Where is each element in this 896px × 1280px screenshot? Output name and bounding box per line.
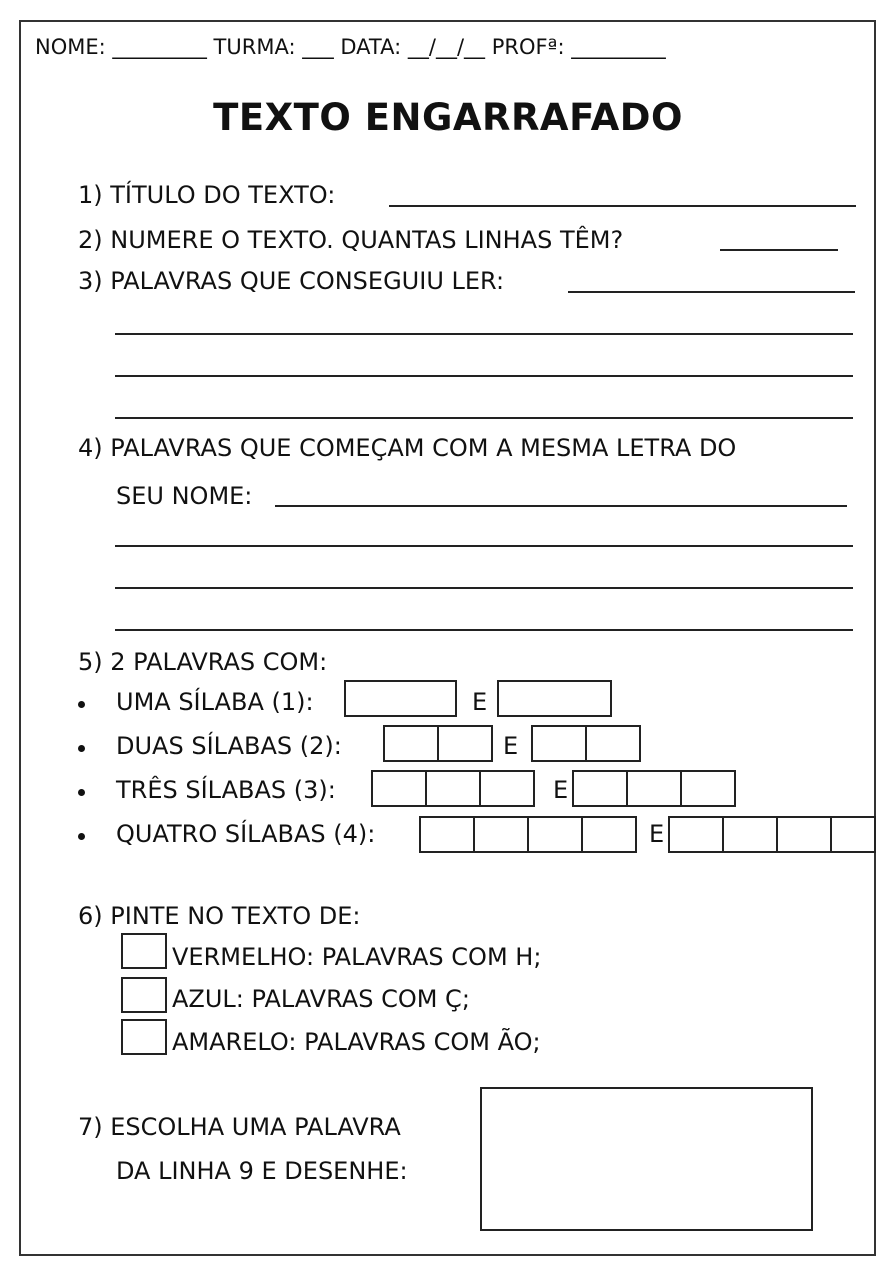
syllable-box[interactable] xyxy=(479,770,535,807)
q3-answer-line[interactable] xyxy=(115,333,853,335)
q6-item-yellow: AMARELO: PALAVRAS COM ÃO; xyxy=(172,1028,541,1056)
q3-answer-line[interactable] xyxy=(115,375,853,377)
q3-answer-line[interactable] xyxy=(568,291,855,293)
color-swatch-yellow[interactable] xyxy=(121,1019,167,1055)
question-7: 7) ESCOLHA UMA PALAVRA xyxy=(78,1113,401,1141)
header-fields: NOME: _________ TURMA: ___ DATA: __/__/__ PROFª: _________ xyxy=(35,35,666,59)
q5-label-3: TRÊS SÍLABAS (3): xyxy=(116,776,336,804)
drawing-box[interactable] xyxy=(480,1087,813,1231)
q5-label-1: UMA SÍLABA (1): xyxy=(116,688,314,716)
q1-answer-line[interactable] xyxy=(389,205,856,207)
question-7-cont: DA LINHA 9 E DESENHE: xyxy=(116,1157,408,1185)
syllable-box[interactable] xyxy=(626,770,682,807)
syllable-box[interactable] xyxy=(830,816,876,853)
bullet-icon xyxy=(78,833,85,840)
syllable-box[interactable] xyxy=(722,816,778,853)
q5-sep: E xyxy=(472,688,488,716)
q4-answer-line[interactable] xyxy=(115,629,853,631)
bullet-icon xyxy=(78,789,85,796)
syllable-box[interactable] xyxy=(344,680,457,717)
syllable-box[interactable] xyxy=(581,816,637,853)
syllable-box[interactable] xyxy=(497,680,612,717)
q5-label-4: QUATRO SÍLABAS (4): xyxy=(116,820,376,848)
q4-answer-line[interactable] xyxy=(115,587,853,589)
bullet-icon xyxy=(78,745,85,752)
syllable-box[interactable] xyxy=(668,816,724,853)
syllable-box[interactable] xyxy=(531,725,587,762)
syllable-box[interactable] xyxy=(425,770,481,807)
question-6: 6) PINTE NO TEXTO DE: xyxy=(78,902,361,930)
syllable-box[interactable] xyxy=(419,816,475,853)
color-swatch-blue[interactable] xyxy=(121,977,167,1013)
question-2: 2) NUMERE O TEXTO. QUANTAS LINHAS TÊM? xyxy=(78,226,624,254)
syllable-box[interactable] xyxy=(371,770,427,807)
question-5: 5) 2 PALAVRAS COM: xyxy=(78,648,328,676)
bullet-icon xyxy=(78,701,85,708)
q5-label-2: DUAS SÍLABAS (2): xyxy=(116,732,342,760)
syllable-box[interactable] xyxy=(572,770,628,807)
question-4-cont: SEU NOME: xyxy=(116,482,253,510)
q6-item-blue: AZUL: PALAVRAS COM Ç; xyxy=(172,985,470,1013)
syllable-box[interactable] xyxy=(473,816,529,853)
q4-answer-line[interactable] xyxy=(115,545,853,547)
question-1: 1) TÍTULO DO TEXTO: xyxy=(78,181,336,209)
question-4: 4) PALAVRAS QUE COMEÇAM COM A MESMA LETRA DO xyxy=(78,434,737,462)
q4-answer-line[interactable] xyxy=(275,505,847,507)
syllable-box[interactable] xyxy=(527,816,583,853)
syllable-box[interactable] xyxy=(776,816,832,853)
syllable-box[interactable] xyxy=(680,770,736,807)
q5-sep: E xyxy=(649,820,665,848)
q3-answer-line[interactable] xyxy=(115,417,853,419)
question-3: 3) PALAVRAS QUE CONSEGUIU LER: xyxy=(78,267,505,295)
q6-item-red: VERMELHO: PALAVRAS COM H; xyxy=(172,943,542,971)
page-title: TEXTO ENGARRAFADO xyxy=(213,96,683,139)
q5-sep: E xyxy=(553,776,569,804)
syllable-box[interactable] xyxy=(437,725,493,762)
q2-answer-line[interactable] xyxy=(720,249,838,251)
syllable-box[interactable] xyxy=(383,725,439,762)
color-swatch-red[interactable] xyxy=(121,933,167,969)
syllable-box[interactable] xyxy=(585,725,641,762)
q5-sep: E xyxy=(503,732,519,760)
